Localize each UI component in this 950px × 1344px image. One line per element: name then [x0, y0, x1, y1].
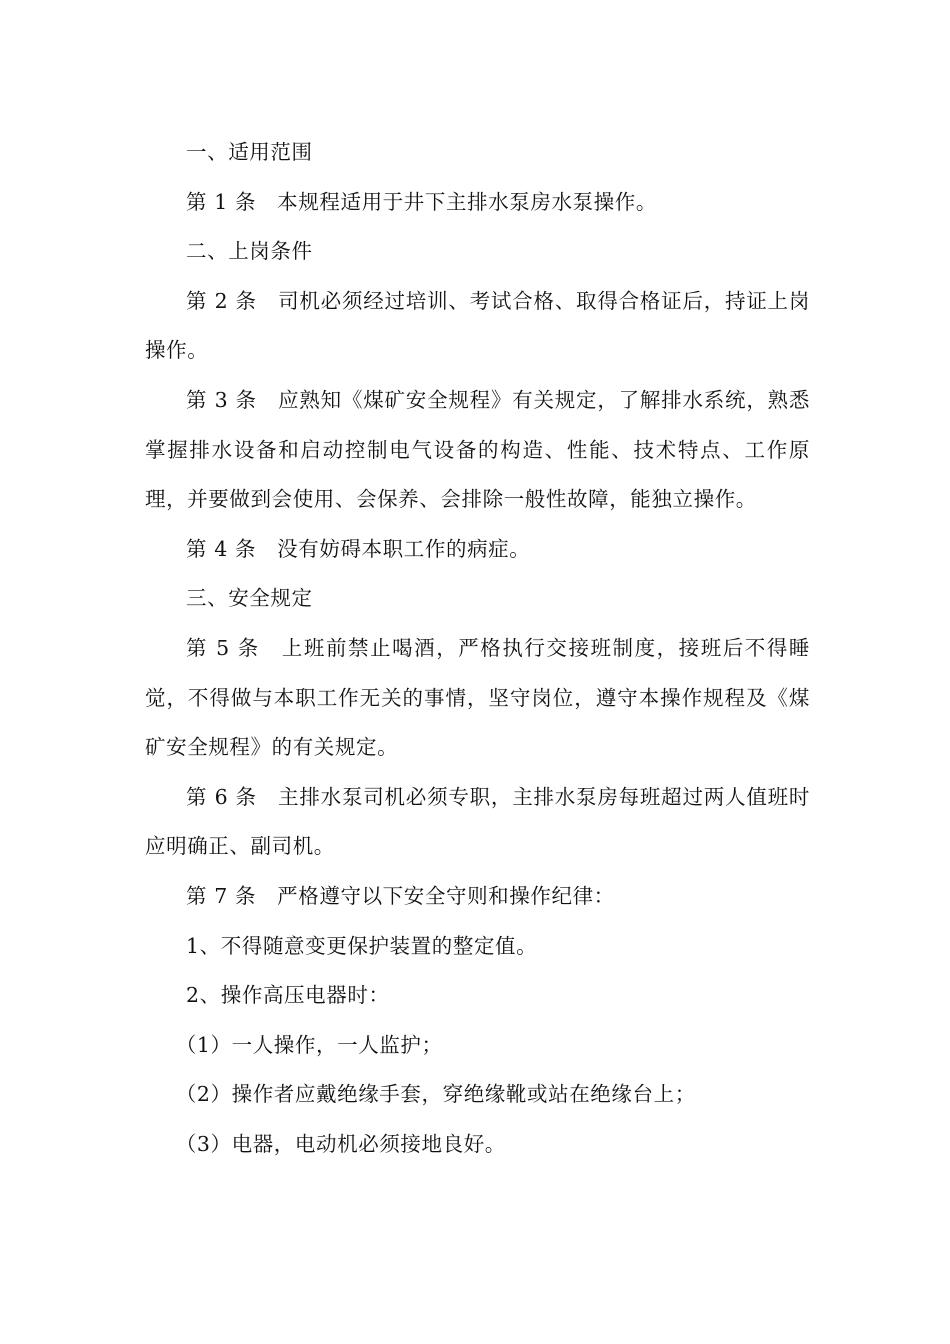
- document-body: [145, 128, 810, 1169]
- article-4: 第 4 条 没有妨碍本职工作的病症。: [186, 536, 531, 561]
- sub-item-1: （1）一人操作，一人监护；: [175, 1032, 443, 1057]
- article-6: 第 6 条 主排水泵司机必须专职，主排水泵房每班超过两人值班时应明确正、副司机。: [145, 784, 810, 859]
- section-heading-scope: 一、适用范围: [186, 140, 313, 164]
- section-heading-qualifications: 二、上岗条件: [186, 239, 313, 264]
- rule-item-2: 2、操作高压电器时：: [186, 983, 390, 1008]
- article-2: 第 2 条 司机必须经过培训、考试合格、取得合格证后，持证上岗操作。: [145, 288, 810, 363]
- article-1: 第 1 条 本规程适用于井下主排水泵房水泵操作。: [186, 189, 657, 214]
- rule-item-1: 1、不得随意变更保护装置的整定值。: [186, 933, 538, 958]
- article-7: 第 7 条 严格遵守以下安全守则和操作纪律：: [186, 883, 615, 908]
- section-heading-safety: 三、安全规定: [186, 586, 313, 611]
- sub-item-3: （3）电器，电动机必须接地良好。: [175, 1131, 506, 1156]
- sub-item-2: （2）操作者应戴绝缘手套，穿绝缘靴或站在绝缘台上；: [175, 1082, 696, 1107]
- article-5: 第 5 条 上班前禁止喝酒，严格执行交接班制度，接班后不得睡觉，不得做与本职工作无关的事情，坚守岗位，遵守本操作规程及《煤矿安全规程》的有关规定。: [145, 635, 810, 760]
- article-3: 第 3 条 应熟知《煤矿安全规程》有关规定，了解排水系统，熟悉掌握排水设备和启动控制电气设备的构造、性能、技术特点、工作原理，并要做到会使用、会保养、会排除一般性故障，能独立操作。: [145, 387, 810, 512]
